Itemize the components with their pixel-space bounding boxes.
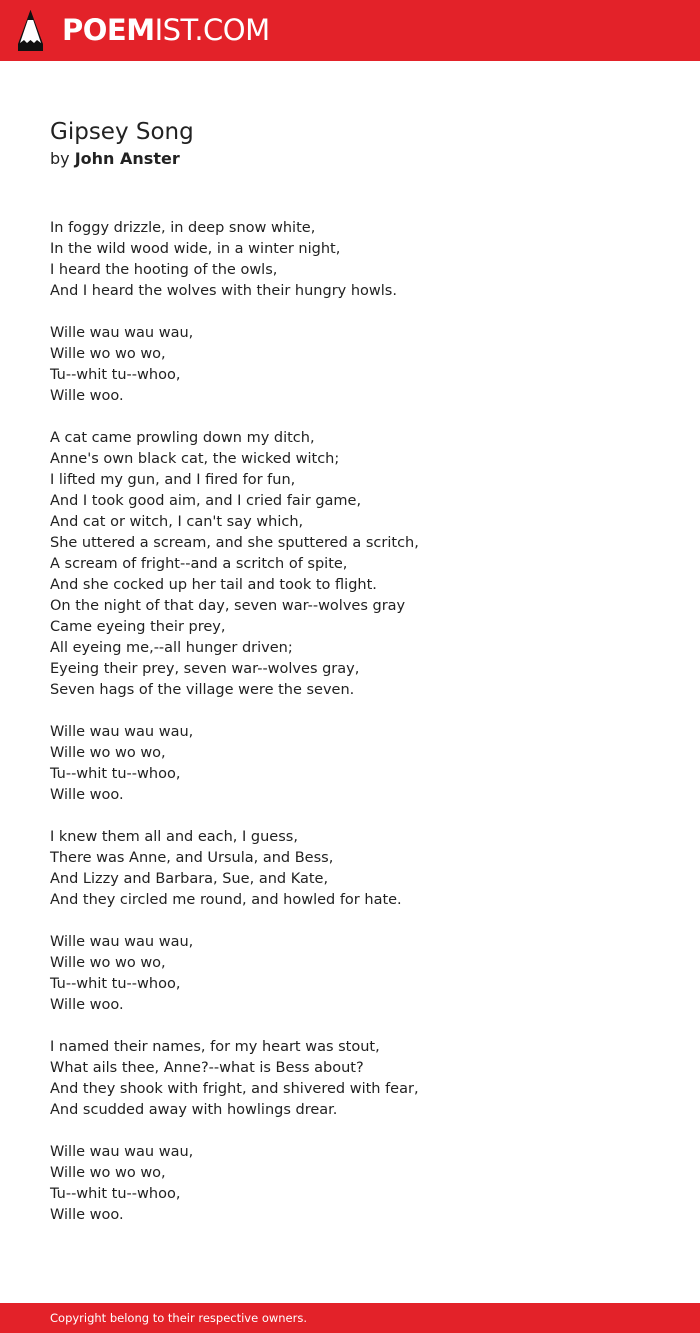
poem-line: I heard the hooting of the owls,	[50, 262, 278, 278]
poem-line: I lifted my gun, and I fired for fun,	[50, 472, 296, 488]
poem-line: Wille wau wau wau,	[50, 1144, 194, 1160]
poem-line: And they shook with fright, and shivered with fear,	[50, 1081, 419, 1097]
poem-line: Wille wau wau wau,	[50, 325, 194, 341]
poem-line: Came eyeing their prey,	[50, 619, 226, 635]
poem-line: Tu--whit tu--whoo,	[50, 766, 181, 782]
by-prefix: by	[50, 149, 70, 168]
poem-line: Wille wo wo wo,	[50, 1165, 166, 1181]
poem-line: In foggy drizzle, in deep snow white,	[50, 220, 316, 236]
stanza	[50, 1142, 670, 1226]
poem-line: On the night of that day, seven war--wolves gray	[50, 598, 406, 614]
stanza	[50, 218, 670, 302]
poem-line: Anne's own black cat, the wicked witch;	[50, 451, 340, 467]
poem-line: And Lizzy and Barbara, Sue, and Kate,	[50, 871, 329, 887]
poem-line: And they circled me round, and howled for hate.	[50, 892, 402, 908]
poem-line: Wille woo.	[50, 997, 124, 1013]
stanza	[50, 932, 670, 1016]
poem-line: Wille woo.	[50, 787, 124, 803]
stanza	[50, 323, 670, 407]
brand-light: IST.COM	[154, 13, 270, 47]
copyright-text: Copyright belong to their respective owners.	[50, 1311, 308, 1325]
poem-line: And I took good aim, and I cried fair game,	[50, 493, 362, 509]
poem-line: And scudded away with howlings drear.	[50, 1102, 338, 1118]
poem-line: I knew them all and each, I guess,	[50, 829, 298, 845]
byline	[50, 148, 180, 170]
poem-line: In the wild wood wide, in a winter night,	[50, 241, 341, 257]
poem-line: She uttered a scream, and she sputtered a scritch,	[50, 535, 419, 551]
poem-line: What ails thee, Anne?--what is Bess about?	[50, 1060, 364, 1076]
poem-line: Wille wau wau wau,	[50, 724, 194, 740]
poem-line: Wille wo wo wo,	[50, 955, 166, 971]
poem-line: A cat came prowling down my ditch,	[50, 430, 315, 446]
poem-line: There was Anne, and Ursula, and Bess,	[50, 850, 334, 866]
stanza	[50, 428, 670, 701]
poem-line: Wille woo.	[50, 388, 124, 404]
poem-line: Wille wo wo wo,	[50, 346, 166, 362]
pencil-tip-icon[interactable]	[18, 10, 43, 51]
poem-line: Wille woo.	[50, 1207, 124, 1223]
poem-title: Gipsey Song	[50, 119, 194, 145]
stanza	[50, 722, 670, 806]
poem-line: And I heard the wolves with their hungry howls.	[50, 283, 397, 299]
stanza	[50, 827, 670, 911]
site-footer	[0, 1303, 700, 1333]
poem-line: Eyeing their prey, seven war--wolves gray,	[50, 661, 360, 677]
poem-line: Wille wau wau wau,	[50, 934, 194, 950]
poem-body	[50, 218, 670, 1247]
poem-line: I named their names, for my heart was stout,	[50, 1039, 380, 1055]
site-header	[0, 0, 700, 61]
brand-strong: POEM	[62, 13, 155, 47]
poem-line: Tu--whit tu--whoo,	[50, 1186, 181, 1202]
stanza	[50, 1037, 670, 1121]
poem-line: A scream of fright--and a scritch of spite,	[50, 556, 348, 572]
poem-line: All eyeing me,--all hunger driven;	[50, 640, 293, 656]
site-logo[interactable]	[62, 13, 270, 47]
author-name[interactable]: John Anster	[74, 149, 180, 168]
poem-line: Tu--whit tu--whoo,	[50, 976, 181, 992]
poem-line: And cat or witch, I can't say which,	[50, 514, 304, 530]
poem-line: And she cocked up her tail and took to flight.	[50, 577, 377, 593]
poem-line: Tu--whit tu--whoo,	[50, 367, 181, 383]
poem-line: Wille wo wo wo,	[50, 745, 166, 761]
poem-line: Seven hags of the village were the seven.	[50, 682, 355, 698]
